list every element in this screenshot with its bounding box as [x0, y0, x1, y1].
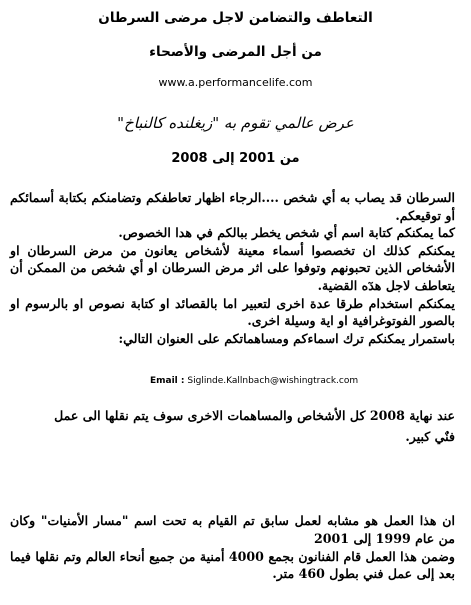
body-line: السرطان قد يصاب به أي شخص ....الرجاء اظهار تعاطفكم وتضامنكم بكتابة أسمائكم أو توقيعكم.: [10, 190, 455, 223]
email-label: Email :: [150, 376, 185, 386]
email-address-link[interactable]: Siglinde.Kallnbach@wishingtrack.com: [187, 376, 359, 386]
exhibition-title: عرض عالمي تقوم به "زيغلنده كالنباخ": [117, 114, 354, 132]
body-line: باستمرار يمكنكم ترك اسماءكم ومساهماتكم على العنوان التالي:: [118, 330, 455, 346]
body-line: كما يمكنكم كتابة اسم أي شخص يخطر ببالكم في هدا الخصوص.: [118, 225, 455, 241]
closing-paragraph: عند نهاية 2008 كل الأشخاص والمساهمات الاخرى سوف يتم نقلها الى عمل فنٌي كبير.: [54, 408, 455, 444]
history-paragraph: [10, 512, 455, 583]
history-line: ان هذا العمل هو مشابه لعمل سابق تم القيام به تحت اسم "مسار الأمنيات" وكان من عام 1999 إلى 2001: [10, 513, 455, 546]
body-text: [10, 189, 455, 347]
exhibition-dates: من 2001 إلى 2008: [171, 151, 300, 166]
website-link[interactable]: www.a.performancelife.com: [158, 76, 313, 89]
email-line: [150, 376, 358, 386]
document-title: التعاطف والتضامن لاجل مرضى السرطان: [98, 10, 373, 26]
document-subtitle: من أجل المرضى والأصحاء: [149, 44, 322, 60]
body-line: يمكنكم استخدام طرقا عدة اخرى لتعبير اما بالقصائد او كتابة نصوص او بالرسوم او بالصور الفوتوغرافية او اية وسيلة اخرى.: [10, 295, 455, 329]
body-line: يمكنكم كذلك ان تخصصوا أسماء معينة لأشخاص يعانون من مرض السرطان او الأشخاص الذين تحبونهم وتوفوا على اثر مرض السرطان او أي شخص من الممكن أن يتعاطف لاجل هدٓه القضية.: [10, 242, 455, 293]
history-line: وضمن هذا العمل قام الفنانون بجمع 4000 أمنية من جميع أنحاء العالم وتم نقلها فيما بعد إلى عمل فني بطول 460 متر.: [10, 548, 455, 582]
